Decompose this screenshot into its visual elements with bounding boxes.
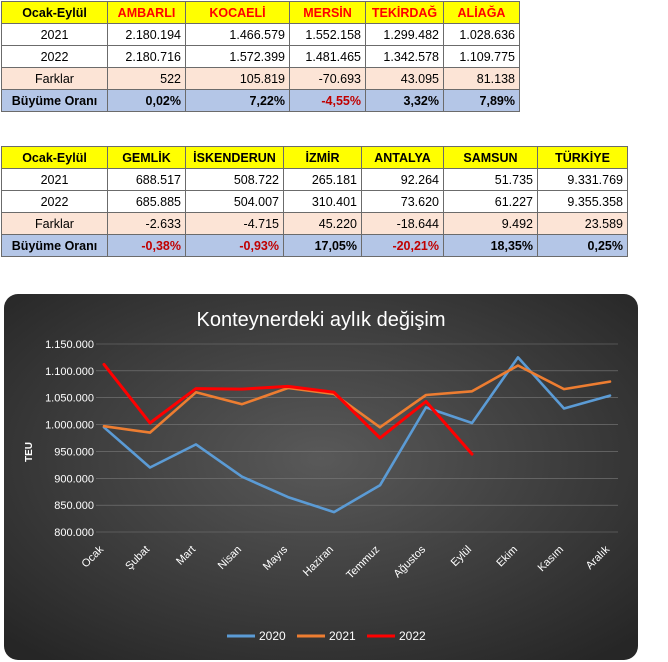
table-cell: -70.693 (290, 68, 366, 90)
row-label: Büyüme Oranı (2, 235, 108, 257)
header-cell: İZMİR (284, 147, 362, 169)
table-cell: 3,32% (366, 90, 444, 112)
table-cell: -20,21% (362, 235, 444, 257)
table-cell: 18,35% (444, 235, 538, 257)
line-chart (0, 292, 668, 662)
table-cell: 0,25% (538, 235, 628, 257)
table-cell: 2.180.716 (108, 46, 186, 68)
header-cell: MERSİN (290, 2, 366, 24)
header-cell: KOCAELİ (186, 2, 290, 24)
header-cell: ALİAĞA (444, 2, 520, 24)
table-cell: 9.492 (444, 213, 538, 235)
table-cell: -4,55% (290, 90, 366, 112)
table-row (2, 191, 628, 213)
table-cell: 1.466.579 (186, 24, 290, 46)
table-cell: 310.401 (284, 191, 362, 213)
x-tick-label: Aralık (583, 543, 613, 573)
header-cell: TEKİRDAĞ (366, 2, 444, 24)
row-label: Büyüme Oranı (2, 90, 108, 112)
table-cell: 9.355.358 (538, 191, 628, 213)
table-cell: 7,89% (444, 90, 520, 112)
table-cell: 73.620 (362, 191, 444, 213)
row-label: 2021 (2, 24, 108, 46)
chart-title: Konteynerdeki aylık değişim (196, 309, 446, 331)
table-cell: 17,05% (284, 235, 362, 257)
table-cell: 1.342.578 (366, 46, 444, 68)
chart-background (4, 294, 638, 660)
y-tick-label: 800.000 (54, 527, 94, 539)
header-cell: Ocak-Eylül (2, 147, 108, 169)
x-tick-label: Eylül (448, 543, 475, 569)
row-label: Farklar (2, 68, 108, 90)
table-cell: 51.735 (444, 169, 538, 191)
table-cell: 1.299.482 (366, 24, 444, 46)
table-cell: -18.644 (362, 213, 444, 235)
legend-label: 2022 (399, 629, 426, 643)
table-cell: 1.028.636 (444, 24, 520, 46)
y-tick-label: 1.150.000 (45, 339, 94, 351)
table-cell: -0,93% (186, 235, 284, 257)
y-tick-label: 1.050.000 (45, 392, 94, 405)
table-cell: 688.517 (108, 169, 186, 191)
x-tick-label: Mart (174, 543, 199, 568)
table-cell: 105.819 (186, 68, 290, 90)
table-cell: 43.095 (366, 68, 444, 90)
table-cell: 522 (108, 68, 186, 90)
x-tick-label: Kasım (535, 543, 567, 575)
header-cell: GEMLİK (108, 147, 186, 169)
header-cell: İSKENDERUN (186, 147, 284, 169)
table-cell: -2.633 (108, 213, 186, 235)
table-cell: 92.264 (362, 169, 444, 191)
x-tick-label: Temmuz (344, 543, 383, 582)
table-cell: 508.722 (186, 169, 284, 191)
header-cell: Ocak-Eylül (2, 2, 108, 24)
table-row (2, 24, 520, 46)
table-cell: 265.181 (284, 169, 362, 191)
table-header-row (2, 2, 520, 24)
table-ports-1 (1, 1, 520, 112)
table-cell: 1.572.399 (186, 46, 290, 68)
row-label: 2022 (2, 46, 108, 68)
table-cell: 23.589 (538, 213, 628, 235)
table-cell: 9.331.769 (538, 169, 628, 191)
table-cell: 1.481.465 (290, 46, 366, 68)
table-row (2, 235, 628, 257)
table-cell: 0,02% (108, 90, 186, 112)
x-tick-label: Ekim (494, 543, 521, 570)
y-tick-label: 1.000.000 (45, 419, 94, 432)
x-tick-label: Ağustos (391, 543, 429, 581)
header-cell: SAMSUN (444, 147, 538, 169)
table-header-row (2, 147, 628, 169)
x-tick-label: Şubat (123, 543, 153, 573)
y-tick-label: 950.000 (54, 446, 94, 459)
table-row (2, 68, 520, 90)
row-label: 2021 (2, 169, 108, 191)
y-tick-label: 850.000 (54, 500, 94, 513)
table-row (2, 213, 628, 235)
table-row (2, 90, 520, 112)
legend-label: 2020 (259, 629, 286, 643)
table-row (2, 46, 520, 68)
table-cell: 45.220 (284, 213, 362, 235)
table-ports-2 (1, 146, 628, 257)
table-cell: 81.138 (444, 68, 520, 90)
legend-label: 2021 (329, 629, 356, 643)
row-label: 2022 (2, 191, 108, 213)
x-tick-label: Ocak (79, 543, 107, 571)
table-cell: 504.007 (186, 191, 284, 213)
y-tick-label: 900.000 (54, 473, 94, 486)
y-axis-label: TEU (24, 442, 35, 462)
x-tick-label: Nisan (215, 543, 245, 573)
x-tick-label: Haziran (300, 543, 337, 579)
x-tick-label: Mayıs (260, 543, 291, 573)
table-cell: -4.715 (186, 213, 284, 235)
table-cell: 7,22% (186, 90, 290, 112)
table-cell: -0,38% (108, 235, 186, 257)
table-cell: 61.227 (444, 191, 538, 213)
table-row (2, 169, 628, 191)
table-cell: 685.885 (108, 191, 186, 213)
header-cell: ANTALYA (362, 147, 444, 169)
y-tick-label: 1.100.000 (45, 365, 94, 378)
table-cell: 2.180.194 (108, 24, 186, 46)
header-cell: TÜRKİYE (538, 147, 628, 169)
table-cell: 1.109.775 (444, 46, 520, 68)
table-cell: 1.552.158 (290, 24, 366, 46)
row-label: Farklar (2, 213, 108, 235)
header-cell: AMBARLI (108, 2, 186, 24)
